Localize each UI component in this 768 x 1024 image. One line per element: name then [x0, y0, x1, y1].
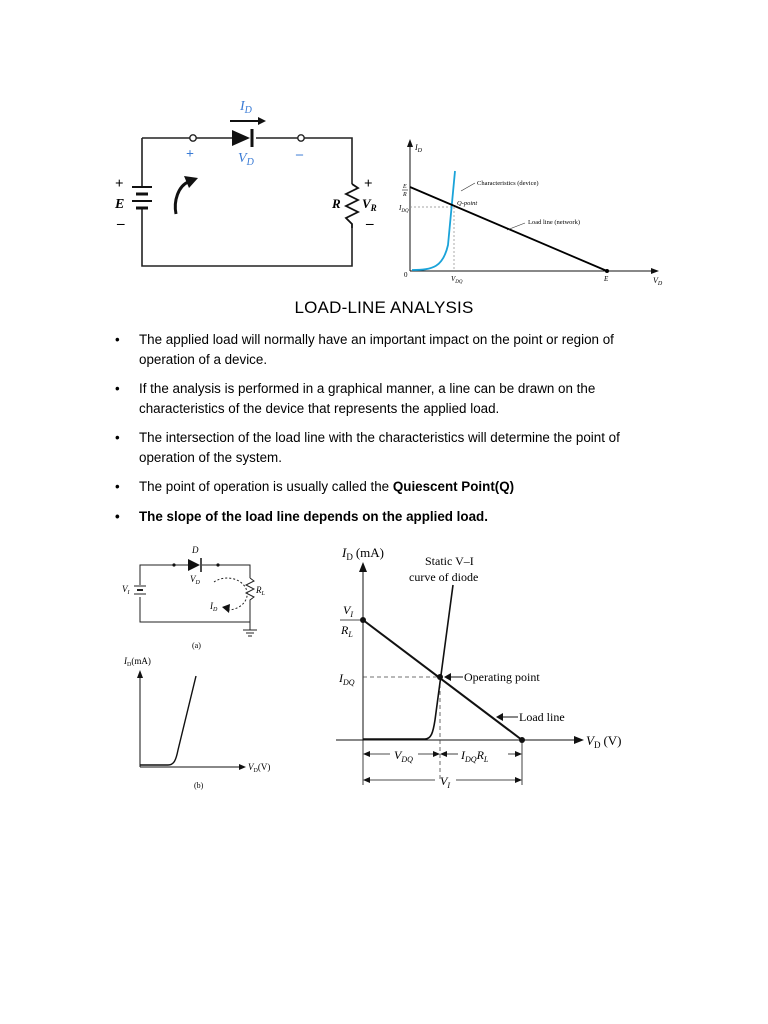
circuit-a-node-left: [172, 563, 175, 566]
list-item: • The slope of the load line depends on the applied load.: [113, 507, 673, 527]
load-line-graph-small: [395, 135, 670, 290]
circuit-a-caption: (a): [192, 641, 201, 650]
large-y-axis-label: $I_D$ (mA): [342, 545, 385, 562]
graph-b-x-label: $V_D(V)$: [248, 762, 271, 774]
operating-point-dot: [437, 674, 443, 680]
resistor-symbol: [346, 184, 358, 228]
loadline-label: Load line (network): [528, 219, 580, 226]
idqrl-dim-label: $I_{DQ}R_L$: [461, 748, 489, 764]
diode-curve-b: [118, 650, 288, 795]
characteristics-leader: [461, 183, 475, 191]
origin-label: 0: [404, 271, 408, 279]
static-vi-curve: [363, 585, 453, 739]
operating-point-label: Operating point: [464, 670, 540, 684]
y-intercept-dot: [360, 617, 366, 623]
vdq-label: $V_{DQ}$: [451, 275, 463, 285]
bullet-list: [113, 330, 673, 536]
circuit-a-vi-label: $V_I$: [122, 584, 130, 596]
large-x-arrow: [574, 736, 584, 744]
list-item: • If the analysis is performed in a graphical manner, a line can be drawn on the characteristics of the device that represents the applied load.: [115, 381, 596, 416]
circuit-a-diode: [188, 558, 201, 572]
load-line: [410, 187, 607, 271]
series-diode-circuit: [108, 90, 388, 280]
load-line-label: Load line: [519, 710, 565, 724]
vi-dim-arrow-left: [363, 777, 370, 783]
circuit-a-current-arrow: [214, 578, 247, 610]
resistor-voltage-label: $V_R$: [362, 196, 377, 213]
x-intercept-label: E: [604, 275, 609, 283]
circuit-a-diode-label: D: [192, 545, 199, 555]
list-item: • The applied load will normally have an important impact on the point or region of operation of a device.: [115, 332, 614, 367]
graph-b-y-label: $I_D(mA)$: [124, 656, 151, 668]
bullet-glyph: •: [115, 332, 120, 347]
battery-symbol: [132, 187, 152, 208]
large-y-arrow: [359, 562, 367, 572]
operating-point-arrowhead: [444, 673, 451, 681]
y-intercept-num: E: [403, 184, 407, 190]
y-axis-arrow: [407, 139, 413, 147]
circuit-a-battery: [134, 586, 146, 594]
curve-label-line1: Static V–I: [425, 554, 474, 568]
list-item: • The intersection of the load line with the characteristics will determine the point of operation of the system.: [115, 430, 620, 465]
vdq-dim-arrow-left: [363, 751, 370, 757]
quiescent-point-term: Quiescent Point(Q): [392, 479, 515, 494]
x-axis-label: $V_D$: [653, 276, 663, 287]
graph-b-caption: (b): [194, 781, 204, 790]
vi-over-rl-den: $R_L$: [341, 623, 353, 639]
vdq-dim-arrow-right: [433, 751, 440, 757]
circuit-a-node-right: [216, 563, 219, 566]
x-intercept-point: [605, 269, 609, 273]
diode-circuit-a: [118, 540, 288, 655]
circuit-a-arrowhead: [222, 604, 230, 613]
resistor-label: R: [332, 196, 341, 211]
device-characteristic-curve: [412, 171, 455, 270]
circuit-a-resistor: [246, 578, 254, 602]
graph-b-y-arrow: [137, 670, 143, 678]
list-item: • The point of operation is usually called the Quiescent Point(Q): [113, 477, 673, 497]
diode-symbol: [232, 129, 252, 147]
large-x-axis-label: $V_D$ (V): [586, 733, 622, 750]
load-line-arrowhead: [496, 713, 503, 721]
curve-label-line2: curve of diode: [409, 570, 479, 584]
idqrl-dim-arrow-right: [515, 751, 522, 757]
idq-label: $I_{DQ}$: [399, 204, 409, 214]
load-line-graph-large: [330, 540, 630, 795]
bullet-glyph: •: [115, 479, 120, 494]
vi-dim-label: $V_I$: [440, 774, 451, 790]
circuit-a-vd-label: $V_D$: [190, 574, 200, 586]
diode-plus: +: [186, 147, 194, 162]
bullet-glyph: •: [115, 430, 120, 445]
diode-minus: –: [296, 147, 303, 162]
loop-arrow: [175, 176, 198, 214]
graph-b-diode-curve: [140, 676, 196, 765]
source-minus: –: [117, 216, 125, 232]
vi-dim-arrow-right: [515, 777, 522, 783]
y-axis-label: $I_D$: [415, 143, 423, 154]
vi-over-rl-num: $V_I$: [343, 603, 354, 619]
large-idq-label: $I_{DQ}$: [339, 671, 355, 687]
page-title: LOAD-LINE ANALYSIS: [294, 298, 474, 317]
terminal-left: [190, 135, 196, 141]
resistor-plus: +: [364, 176, 373, 192]
terminal-right: [298, 135, 304, 141]
vdq-dim-label: $V_{DQ}$: [394, 748, 413, 764]
source-plus: +: [115, 176, 124, 192]
diode-voltage-label: $V_D$: [238, 151, 254, 168]
current-label: $I_D$: [240, 99, 252, 116]
bullet-glyph: •: [115, 381, 120, 396]
graph-b-x-arrow: [239, 764, 246, 770]
source-label: E: [115, 197, 125, 212]
bullet-glyph: •: [115, 508, 120, 524]
characteristics-label: Characteristics (device): [477, 180, 539, 187]
qpoint-label: Q-point: [457, 200, 478, 207]
idqrl-dim-arrow-left: [440, 751, 447, 757]
circuit-a-ground: [243, 630, 257, 636]
circuit-a-id-label: $I_D$: [210, 601, 218, 613]
loadline-leader: [507, 223, 525, 230]
x-axis-arrow: [651, 268, 659, 274]
y-intercept-den: R: [403, 192, 407, 198]
circuit-a-rl-label: $R_L$: [256, 585, 265, 597]
current-arrow: [230, 117, 266, 125]
resistor-minus: –: [366, 216, 374, 232]
